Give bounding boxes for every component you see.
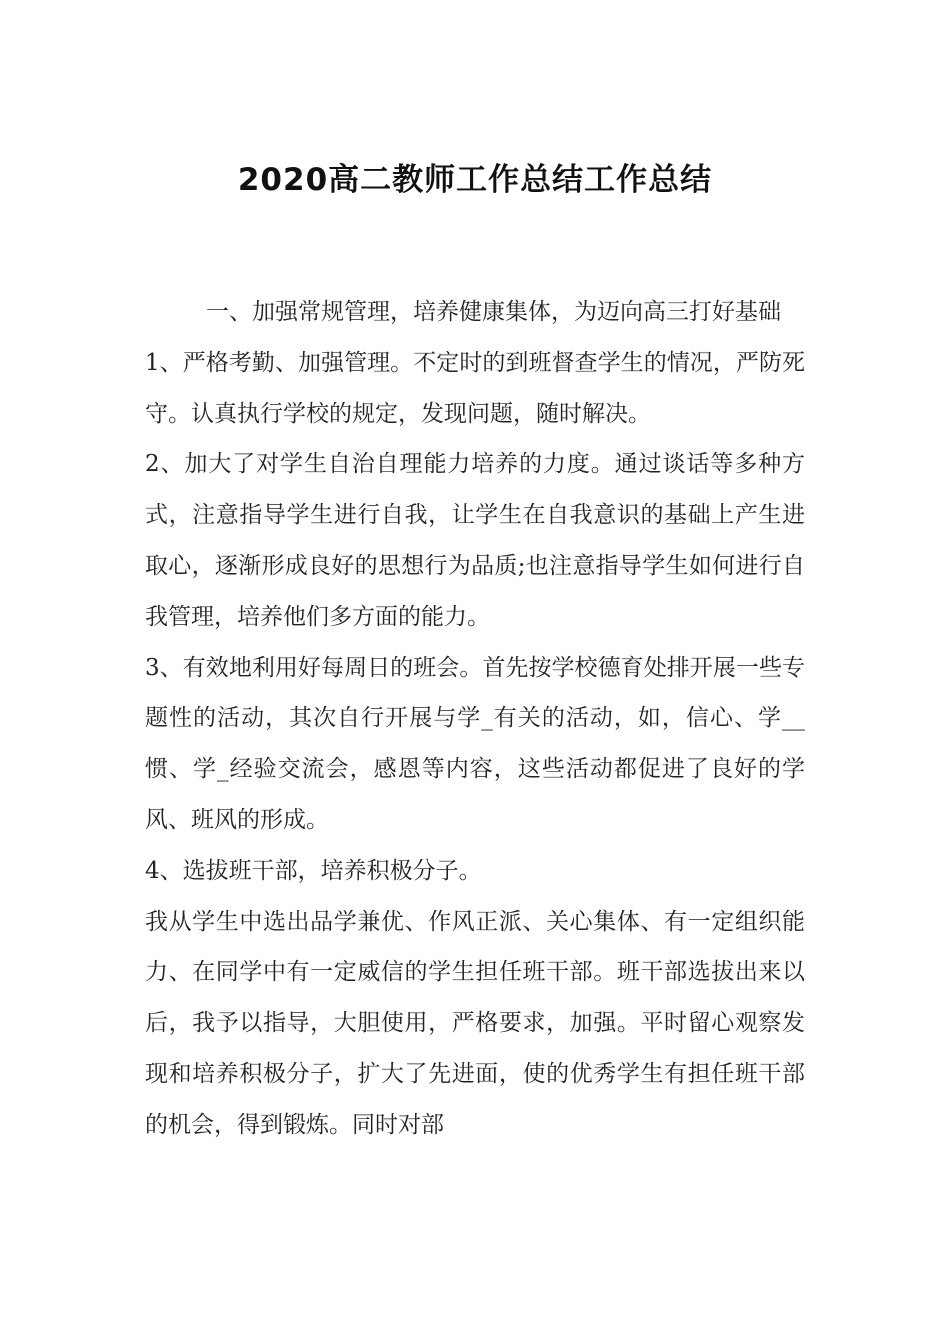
body-paragraph: 1、严格考勤、加强管理。不定时的到班督查学生的情况，严防死守。认真执行学校的规定，发现问题，随时解决。 — [145, 349, 805, 427]
body-paragraph: 我从学生中选出品学兼优、作风正派、关心集体、有一定组织能力、在同学中有一定威信的学生担任班干部。班干部选拔出来以后，我予以指导，大胆使用，严格要求，加强。平时留心观察发现和培养积极分子，扩大了先进面，使的优秀学生有担任班干部的机会，得到锻炼。同时对部 — [145, 908, 805, 1138]
body-paragraph: 4、选拔班干部，培养积极分子。 — [145, 857, 482, 884]
document-title: 2020高二教师工作总结工作总结 — [237, 162, 713, 198]
body-paragraph: 3、有效地利用好每周日的班会。首先按学校德育处排开展一些专题性的活动，其次自行开展与学_有关的活动，如，信心、学__惯、学_经验交流会，感恩等内容，这些活动都促进了良好的学风、班风的形成。 — [145, 654, 805, 833]
body-paragraph: 2、加大了对学生自治自理能力培养的力度。通过谈话等多种方式，注意指导学生进行自我，让学生在自我意识的基础上产生进取心，逐渐形成良好的思想行为品质;也注意指导学生如何进行自我管理，培养他们多方面的能力。 — [145, 451, 805, 630]
document-body — [145, 287, 805, 1151]
section-heading: 一、加强常规管理，培养健康集体，为迈向高三打好基础 — [205, 299, 781, 325]
